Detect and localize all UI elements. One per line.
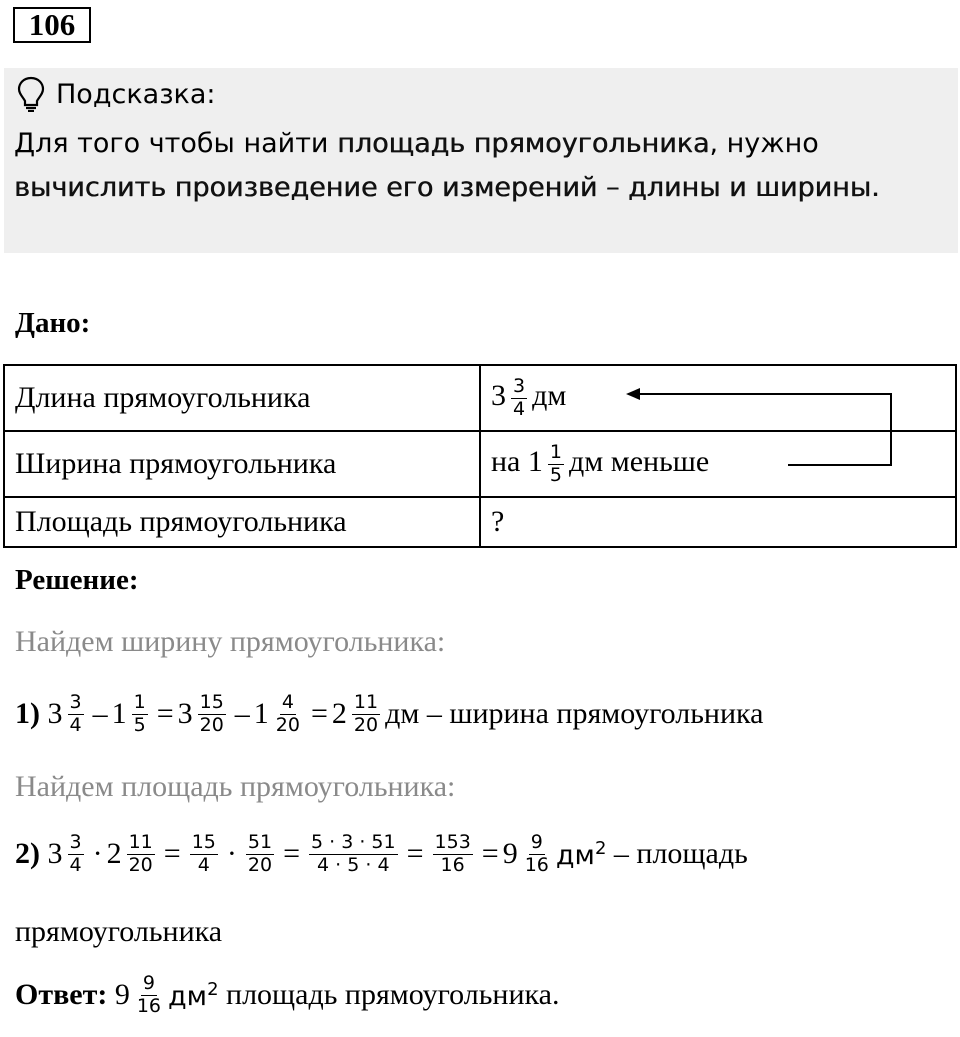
fraction: $\frac{3}{4}$ [69,691,82,736]
step2-tail: – площадь [613,837,748,871]
table-cell: Площадь прямоугольника [4,497,480,547]
table-cell: ? [480,497,956,547]
hint-title-text: Подсказка: [56,78,216,110]
step1-tail: дм – ширина прямоугольника [385,697,764,731]
step-label: 1) [15,697,40,731]
table-cell: Ширина прямоугольника [4,431,480,497]
table-cell: Длина прямоугольника [4,365,480,431]
fraction: $\frac{153}{16}$ [434,831,471,876]
answer-label: Ответ: [15,978,108,1012]
fraction: $\frac{11}{20}$ [128,831,153,876]
denominator: 5 [549,463,562,486]
step2-intro: Найдем площадь прямоугольника: [15,770,456,803]
step-label: 2) [15,837,40,871]
mixed-whole: 3 [491,378,506,412]
fraction: $\frac{9}{16}$ [136,972,162,1017]
answer-line: Ответ: 9 $\frac{9}{16}$ $дм^2$ площадь прямоугольника. [15,972,560,1017]
fraction: $\frac{11}{20}$ [353,691,379,736]
problem-number: 106 [13,7,91,43]
numerator: 3 [513,374,526,397]
step2-continuation: прямоугольника [15,915,223,948]
answer-tail: площадь прямоугольника. [226,978,560,1012]
step1-intro: Найдем ширину прямоугольника: [15,625,446,658]
fraction: $\frac{4}{20}$ [275,691,300,736]
fraction: $\frac{1}{5}$ [133,691,146,736]
fraction: $\frac{51}{20}$ [247,831,273,876]
denominator: 4 [513,397,526,420]
hint-bold-text: площадь прямоугольника [337,128,710,159]
fraction: $\frac{5 \cdot 3 \cdot 51}{4 \cdot 5 \cdot 4}$ [311,831,396,876]
hint-text: Для того чтобы найти [14,128,338,159]
step2-equation: 2) 3 $\frac{3}{4}$ · 2 $\frac{11}{20}$ = $\frac{15}{4}$ · $\frac{51}{20}$ = $\frac{5 \cdot 3 \cdot 51}{4 \cdot 5 \cdot 4}$ = $\frac{153}{16}$ = 9 $\frac{9}{16}$ $дм^2$ – площадь [15,831,748,876]
fraction: $\frac{9}{16}$ [524,831,549,876]
numerator: 1 [549,440,562,463]
solution-heading: Решение: [15,564,139,596]
hint-bold-text: вычислить произведение его измерений – длины и ширины. [14,172,880,203]
step1-equation: 1) 3 $\frac{3}{4}$ – 1 $\frac{1}{5}$ = 3 $\frac{15}{20}$ – 1 $\frac{4}{20}$ = 2 $\frac{11}{20}$ дм – ширина прямоугольника [15,691,764,736]
unit: дм [532,378,567,412]
unit: дм меньше [568,444,710,478]
fraction: $\frac{15}{4}$ [191,831,216,876]
given-heading: Дано: [15,307,91,339]
hint-text: , нужно [709,128,819,159]
fraction: $\frac{15}{20}$ [199,691,224,736]
fraction: $\frac{3}{4}$ [69,831,82,876]
value-prefix: на 1 [491,444,543,478]
